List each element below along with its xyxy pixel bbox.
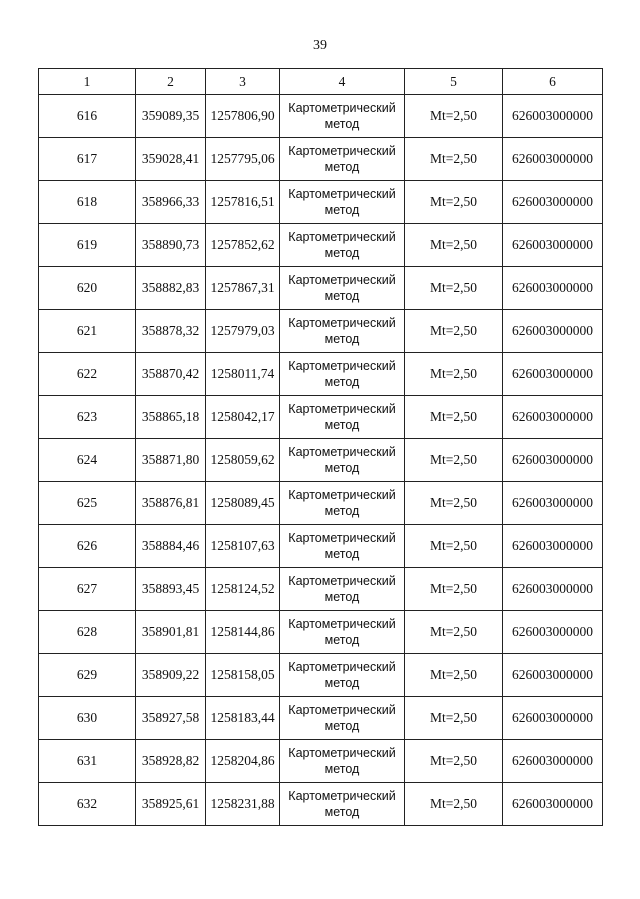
coord-x-cell: 358878,32: [136, 310, 206, 353]
code-cell: 626003000000: [503, 310, 603, 353]
coordinates-table: [38, 68, 603, 826]
point-number-cell: 631: [39, 740, 136, 783]
code-cell: 626003000000: [503, 353, 603, 396]
coord-y-cell: 1257806,90: [206, 95, 280, 138]
point-number-cell: 623: [39, 396, 136, 439]
coord-y-cell: 1257816,51: [206, 181, 280, 224]
accuracy-cell: Mt=2,50: [405, 740, 503, 783]
accuracy-cell: Mt=2,50: [405, 611, 503, 654]
header-col-4: 4: [280, 69, 405, 95]
code-cell: 626003000000: [503, 181, 603, 224]
code-cell: 626003000000: [503, 697, 603, 740]
accuracy-cell: Mt=2,50: [405, 95, 503, 138]
point-number-cell: 624: [39, 439, 136, 482]
coord-y-cell: 1258204,86: [206, 740, 280, 783]
page-number: 39: [313, 38, 327, 53]
coord-x-cell: 359089,35: [136, 95, 206, 138]
table-row: [39, 783, 603, 826]
point-number-cell: 616: [39, 95, 136, 138]
coord-y-cell: 1258124,52: [206, 568, 280, 611]
code-cell: 626003000000: [503, 224, 603, 267]
accuracy-cell: Mt=2,50: [405, 181, 503, 224]
method-cell: Картометрический метод: [280, 181, 405, 224]
table-row: [39, 482, 603, 525]
coord-x-cell: 358893,45: [136, 568, 206, 611]
table-row: [39, 654, 603, 697]
method-cell: Картометрический метод: [280, 267, 405, 310]
header-col-6: 6: [503, 69, 603, 95]
coord-y-cell: 1257867,31: [206, 267, 280, 310]
header-col-3: 3: [206, 69, 280, 95]
code-cell: 626003000000: [503, 740, 603, 783]
coord-y-cell: 1258089,45: [206, 482, 280, 525]
table-row: [39, 224, 603, 267]
table-row: [39, 396, 603, 439]
coord-x-cell: 358928,82: [136, 740, 206, 783]
table-row: [39, 310, 603, 353]
accuracy-cell: Mt=2,50: [405, 525, 503, 568]
code-cell: 626003000000: [503, 783, 603, 826]
method-cell: Картометрический метод: [280, 224, 405, 267]
code-cell: 626003000000: [503, 396, 603, 439]
code-cell: 626003000000: [503, 482, 603, 525]
method-cell: Картометрический метод: [280, 611, 405, 654]
method-cell: Картометрический метод: [280, 654, 405, 697]
accuracy-cell: Mt=2,50: [405, 310, 503, 353]
header-col-5: 5: [405, 69, 503, 95]
coord-y-cell: 1257979,03: [206, 310, 280, 353]
accuracy-cell: Mt=2,50: [405, 267, 503, 310]
point-number-cell: 620: [39, 267, 136, 310]
coord-y-cell: 1257852,62: [206, 224, 280, 267]
point-number-cell: 618: [39, 181, 136, 224]
accuracy-cell: Mt=2,50: [405, 439, 503, 482]
accuracy-cell: Mt=2,50: [405, 482, 503, 525]
accuracy-cell: Mt=2,50: [405, 783, 503, 826]
method-cell: Картометрический метод: [280, 353, 405, 396]
code-cell: 626003000000: [503, 654, 603, 697]
point-number-cell: 617: [39, 138, 136, 181]
table-row: [39, 95, 603, 138]
accuracy-cell: Mt=2,50: [405, 396, 503, 439]
point-number-cell: 632: [39, 783, 136, 826]
coord-x-cell: 358927,58: [136, 697, 206, 740]
coord-y-cell: 1258231,88: [206, 783, 280, 826]
method-cell: Картометрический метод: [280, 310, 405, 353]
coord-x-cell: 358871,80: [136, 439, 206, 482]
table-body: [39, 95, 603, 826]
method-cell: Картометрический метод: [280, 439, 405, 482]
coord-y-cell: 1258011,74: [206, 353, 280, 396]
code-cell: 626003000000: [503, 439, 603, 482]
accuracy-cell: Mt=2,50: [405, 353, 503, 396]
coord-y-cell: 1258059,62: [206, 439, 280, 482]
coord-y-cell: 1258144,86: [206, 611, 280, 654]
point-number-cell: 630: [39, 697, 136, 740]
method-cell: Картометрический метод: [280, 396, 405, 439]
code-cell: 626003000000: [503, 95, 603, 138]
coord-y-cell: 1258158,05: [206, 654, 280, 697]
method-cell: Картометрический метод: [280, 740, 405, 783]
table-row: [39, 525, 603, 568]
code-cell: 626003000000: [503, 611, 603, 654]
coord-y-cell: 1258183,44: [206, 697, 280, 740]
header-col-2: 2: [136, 69, 206, 95]
table-row: [39, 439, 603, 482]
code-cell: 626003000000: [503, 138, 603, 181]
table-row: [39, 740, 603, 783]
coord-y-cell: 1258107,63: [206, 525, 280, 568]
coord-x-cell: 358909,22: [136, 654, 206, 697]
point-number-cell: 619: [39, 224, 136, 267]
method-cell: Картометрический метод: [280, 138, 405, 181]
table-row: [39, 568, 603, 611]
point-number-cell: 622: [39, 353, 136, 396]
table-header-row: [39, 69, 603, 95]
method-cell: Картометрический метод: [280, 697, 405, 740]
point-number-cell: 627: [39, 568, 136, 611]
coord-x-cell: 358925,61: [136, 783, 206, 826]
code-cell: 626003000000: [503, 568, 603, 611]
method-cell: Картометрический метод: [280, 568, 405, 611]
coord-x-cell: 358966,33: [136, 181, 206, 224]
accuracy-cell: Mt=2,50: [405, 697, 503, 740]
method-cell: Картометрический метод: [280, 95, 405, 138]
method-cell: Картометрический метод: [280, 482, 405, 525]
method-cell: Картометрический метод: [280, 525, 405, 568]
table-row: [39, 697, 603, 740]
coord-x-cell: 358890,73: [136, 224, 206, 267]
coord-x-cell: 359028,41: [136, 138, 206, 181]
table-row: [39, 353, 603, 396]
accuracy-cell: Mt=2,50: [405, 568, 503, 611]
accuracy-cell: Mt=2,50: [405, 138, 503, 181]
coord-x-cell: 358882,83: [136, 267, 206, 310]
coord-y-cell: 1258042,17: [206, 396, 280, 439]
point-number-cell: 628: [39, 611, 136, 654]
accuracy-cell: Mt=2,50: [405, 224, 503, 267]
table-row: [39, 611, 603, 654]
point-number-cell: 621: [39, 310, 136, 353]
coord-x-cell: 358876,81: [136, 482, 206, 525]
method-cell: Картометрический метод: [280, 783, 405, 826]
header-col-1: 1: [39, 69, 136, 95]
coord-x-cell: 358865,18: [136, 396, 206, 439]
point-number-cell: 625: [39, 482, 136, 525]
point-number-cell: 626: [39, 525, 136, 568]
coord-y-cell: 1257795,06: [206, 138, 280, 181]
table-row: [39, 267, 603, 310]
code-cell: 626003000000: [503, 267, 603, 310]
point-number-cell: 629: [39, 654, 136, 697]
accuracy-cell: Mt=2,50: [405, 654, 503, 697]
coord-x-cell: 358870,42: [136, 353, 206, 396]
table-row: [39, 138, 603, 181]
coord-x-cell: 358901,81: [136, 611, 206, 654]
table-row: [39, 181, 603, 224]
code-cell: 626003000000: [503, 525, 603, 568]
coord-x-cell: 358884,46: [136, 525, 206, 568]
